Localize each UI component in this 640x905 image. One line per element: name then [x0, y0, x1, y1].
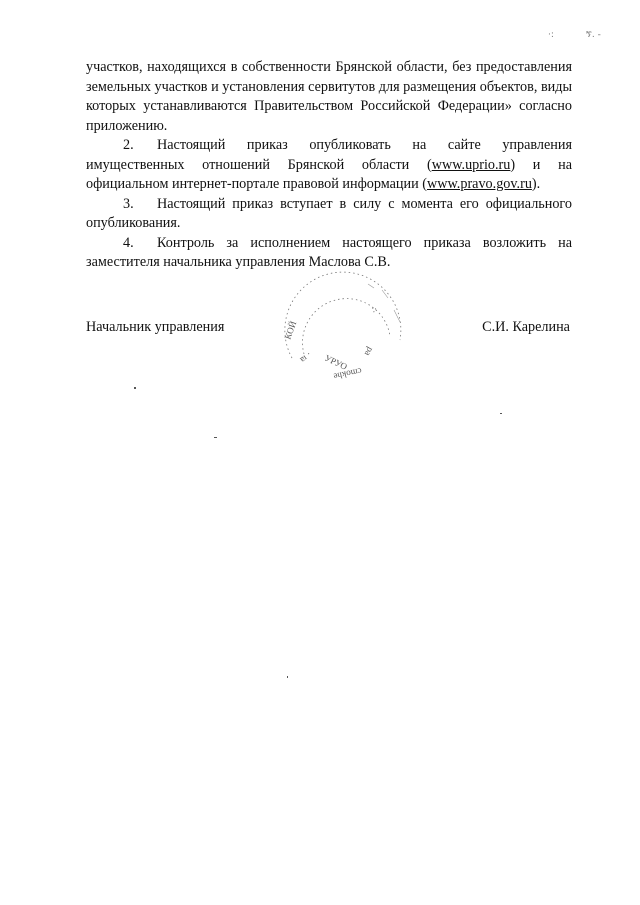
- list-item-3: 3. Настоящий приказ вступает в силу с момента его официального опубликования.: [86, 195, 572, 231]
- link-uprio: www.uprio.ru: [431, 156, 511, 173]
- item-number: 2.: [123, 137, 134, 153]
- official-seal-stamp: [272, 270, 422, 395]
- scan-speck: [287, 676, 288, 678]
- link-pravo: www.pravo.gov.ru: [426, 176, 532, 192]
- svg-text:КОЙ: КОЙ: [282, 319, 299, 341]
- signatory-name: С.И. Карелина: [482, 319, 570, 335]
- item-number: 3.: [123, 195, 134, 212]
- list-item-2: 2. Настоящий приказ опубликовать на сайте управления имущественных отношений Брянской области (www.uprio.ru) и на официальном интернет-портале правовой информации (www.pravo.gov.ru).: [86, 137, 572, 192]
- scan-speck: [214, 437, 217, 438]
- svg-text:·:: ·:: [369, 303, 379, 315]
- list-item-4: 4. Контроль за исполнением настоящего приказа возложить на заместителя начальника управления Маслова С.В.: [86, 234, 572, 270]
- svg-text:УРУО: УРУО: [323, 352, 349, 372]
- svg-text:ɐı ·: ɐı ·: [297, 348, 313, 364]
- scan-artifact: ·:: [548, 30, 554, 40]
- scan-artifact: ኘ. -: [586, 30, 601, 40]
- scan-speck: [500, 413, 502, 414]
- svg-text:ɐd: ɐd: [361, 344, 374, 357]
- scan-speck: [134, 387, 136, 389]
- document-body: [86, 58, 572, 273]
- svg-text:ǝɥʞoɯɔ: ǝɥʞoɯɔ: [332, 364, 363, 380]
- paragraph-continuation: участков, находящихся в собственности Брянской области, без предоставления земельных участков и установления сервитутов для размещения объектов, виды которых устанавливаются Правительством Российской Федерации» согласно приложению.: [86, 59, 572, 134]
- item-number: 4.: [123, 234, 134, 251]
- signatory-title: Начальник управления: [86, 319, 225, 335]
